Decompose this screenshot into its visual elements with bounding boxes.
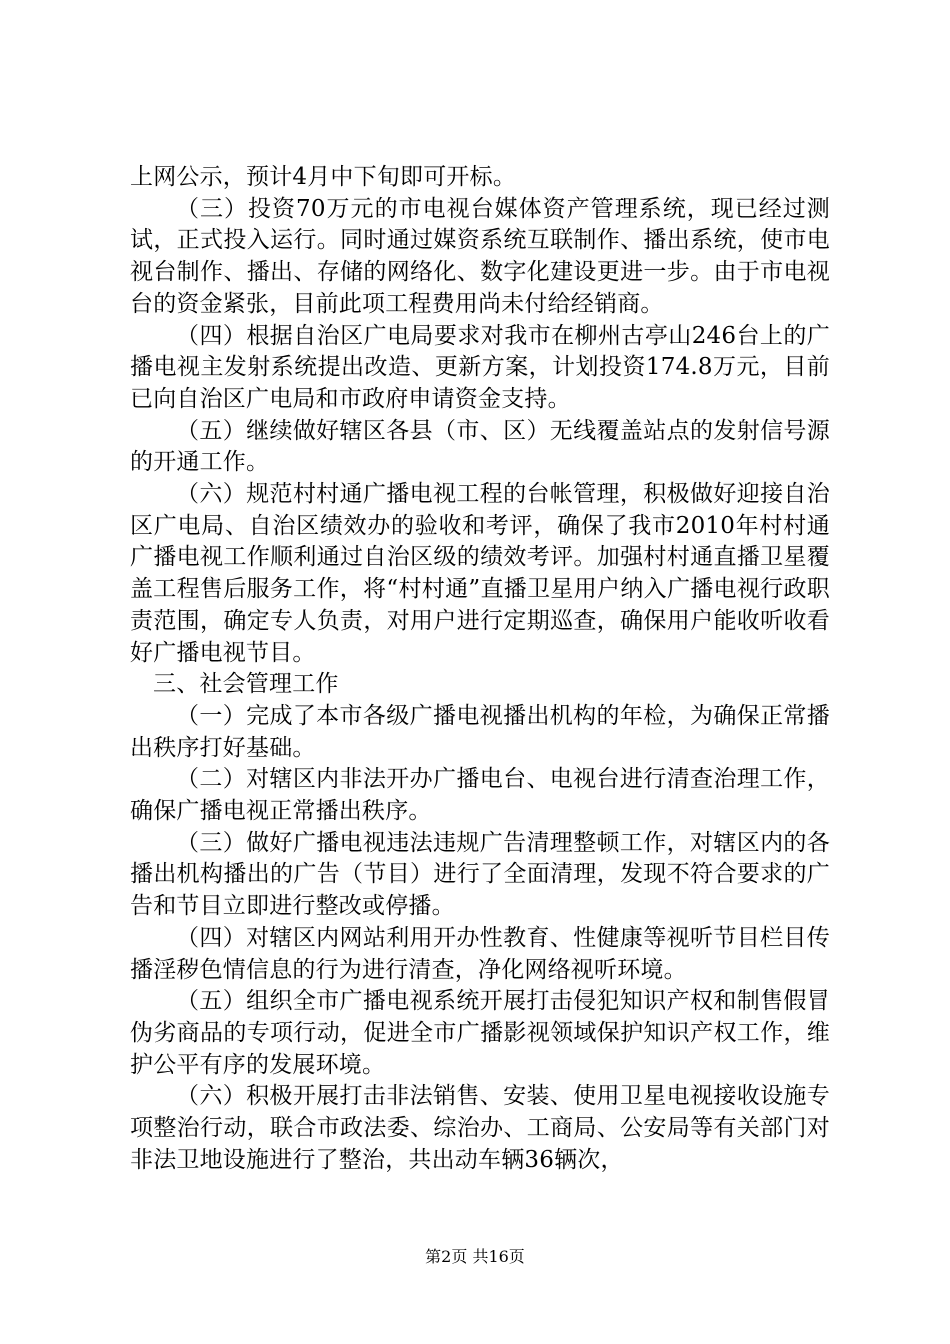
- paragraph-item-5: （五）继续做好辖区各县（市、区）无线覆盖站点的发射信号源的开通工作。: [130, 417, 830, 476]
- paragraph-item-3: （三）投资70万元的市电视台媒体资产管理系统，现已经过测试，正式投入运行。同时通过媒资系统互联制作、播出系统，使市电视台制作、播出、存储的网络化、数字化建设更进一步。由于市电视台的资金紧张，目前此项工程费用尚未付给经销商。: [130, 195, 830, 317]
- paragraph-item-2: （二）对辖区内非法开办广播电台、电视台进行清查治理工作，确保广播电视正常播出秩序。: [130, 766, 830, 825]
- paragraph-item-1: （一）完成了本市各级广播电视播出机构的年检，为确保正常播出秩序打好基础。: [130, 702, 830, 761]
- paragraph-item-3b: （三）做好广播电视违法违规广告清理整顿工作，对辖区内的各播出机构播出的广告（节目）进行了全面清理，发现不符合要求的广告和节目立即进行整改或停播。: [130, 829, 830, 920]
- section-heading: 三、社会管理工作: [153, 671, 339, 698]
- paragraph-item-4: （四）根据自治区广电局要求对我市在柳州古亭山246台上的广播电视主发射系统提出改造、更新方案，计划投资174.8万元，目前已向自治区广电局和市政府申请资金支持。: [130, 322, 830, 412]
- document-body: [130, 162, 830, 1177]
- paragraph-item-6b: （六）积极开展打击非法销售、安装、使用卫星电视接收设施专项整治行动，联合市政法委、综治办、工商局、公安局等有关部门对非法卫地设施进行了整治，共出动车辆36辆次，: [130, 1083, 830, 1173]
- page-number-footer: 第2页 共16页: [425, 1247, 525, 1266]
- paragraph-item-5b: （五）组织全市广播电视系统开展打击侵犯知识产权和制售假冒伪劣商品的专项行动，促进全市广播影视领域保护知识产权工作，维护公平有序的发展环境。: [130, 988, 830, 1078]
- paragraph-item-6: （六）规范村村通广播电视工程的台帐管理，积极做好迎接自治区广电局、自治区绩效办的验收和考评，确保了我市2010年村村通广播电视工作顺利通过自治区级的绩效考评。加强村村通直播卫星覆盖工程售后服务工作，将“村村通”直播卫星用户纳入广播电视行政职责范围，确定专人负责，对用户进行定期巡查，确保用户能收听收看好广播电视节目。: [130, 481, 830, 666]
- paragraph-item-4b: （四）对辖区内网站利用开办性教育、性健康等视听节目栏目传播淫秽色情信息的行为进行清查，净化网络视听环境。: [130, 924, 830, 983]
- paragraph-continuation: 上网公示，预计4月中下旬即可开标。: [130, 164, 517, 190]
